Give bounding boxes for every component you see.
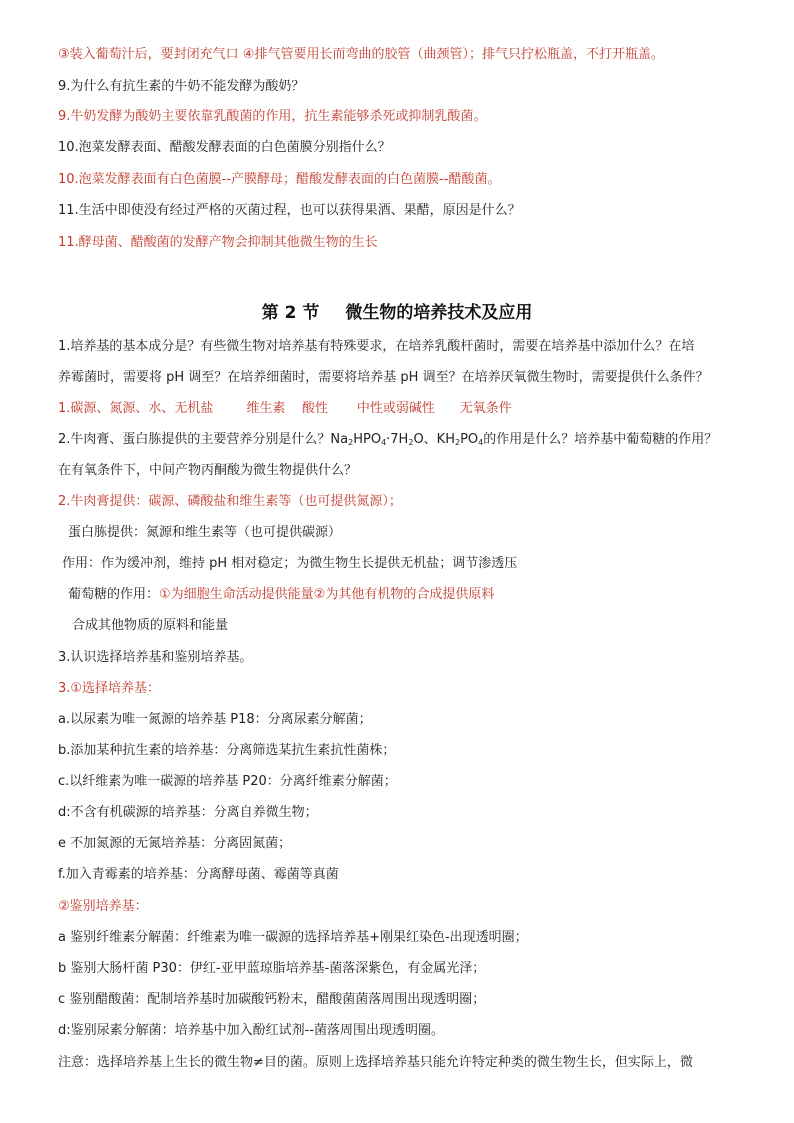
differential-item-a: a 鉴别纤维素分解菌：纤维素为唯一碳源的选择培养基+刚果红染色-出现透明圈；: [58, 930, 528, 945]
glucose-label: 葡萄糖的作用：: [68, 587, 160, 602]
q2-text-e: PO: [460, 432, 479, 447]
answer-line-8-notes: ③装入葡萄汁后，要封闭充气口 ④排气管要用长而弯曲的胶管（曲颈管）；排气只拧松瓶盖，不打开瓶盖。: [58, 47, 664, 62]
selective-item-d: d:不含有机碳源的培养基：分离自养微生物；: [58, 805, 318, 820]
q2-text-c: ·7H: [386, 432, 409, 447]
q2-text-d: O、KH: [413, 432, 455, 447]
q2-text-b: HPO: [353, 432, 382, 447]
answer-11: 11.酵母菌、醋酸菌的发酵产物会抑制其他微生物的生长: [58, 235, 378, 250]
question-10: 10.泡菜发酵表面、醋酸发酵表面的白色菌膜分别指什么？: [58, 140, 391, 155]
section-heading: [0, 298, 794, 323]
q2-sub: 2: [348, 438, 354, 447]
q2-sub: 4: [478, 438, 484, 447]
selective-item-e: e 不加氮源的无氮培养基：分离固氮菌；: [58, 836, 292, 851]
q2-text-f: 的作用是什么？培养基中葡萄糖的作用？: [483, 432, 718, 447]
selective-item-a: a.以尿素为唯一氮源的培养基 P18：分离尿素分解菌；: [58, 712, 372, 727]
selective-medium-title: 3.①选择培养基：: [58, 681, 161, 696]
section-number: 第 2 节: [261, 303, 320, 323]
answer-2-other: 合成其他物质的原料和能量: [72, 618, 229, 633]
differential-medium-title: ②鉴别培养基：: [58, 899, 148, 914]
question-1-line2: 养霉菌时，需要将 pH 调至？在培养细菌时，需要将培养基 pH 调至？在培养厌氧微生物时，需要提供什么条件？: [58, 370, 709, 385]
question-3: 3.认识选择培养基和鉴别培养基。: [58, 650, 253, 665]
question-11: 11.生活中即使没有经过严格的灭菌过程，也可以获得果酒、果醋，原因是什么？: [58, 203, 521, 218]
q2-sub: 2: [454, 438, 461, 447]
differential-item-d: d:鉴别尿素分解菌：培养基中加入酚红试剂--菌落周围出现透明圈。: [58, 1023, 445, 1038]
answer-2-function: 作用：作为缓冲剂，维持 pH 相对稳定；为微生物生长提供无机盐；调节渗透压: [62, 556, 518, 571]
differential-item-b: b 鉴别大肠杆菌 P30：伊红-亚甲蓝琼脂培养基-菌落深紫色，有金属光泽；: [58, 961, 486, 976]
answer-2-beef-extract: 2.牛肉膏提供：碳源、磷酸盐和维生素等（也可提供氮源）；: [58, 494, 402, 509]
answer-2-peptone: 蛋白胨提供：氮源和维生素等（也可提供碳源）: [68, 525, 342, 540]
differential-item-c: c 鉴别醋酸菌：配制培养基时加碳酸钙粉末，醋酸菌菌落周围出现透明圈；: [58, 992, 486, 1007]
selective-item-b: b.添加某种抗生素的培养基：分离筛选某抗生素抗性菌株；: [58, 743, 396, 758]
q2-text-a: 2.牛肉膏、蛋白胨提供的主要营养分别是什么？Na: [58, 432, 349, 447]
section-title: 微生物的培养技术及应用: [345, 303, 533, 323]
q2-sub: 2: [408, 438, 414, 447]
answer-1: 1.碳源、氮源、水、无机盐 维生素 酸性 中性或弱碱性 无氧条件: [58, 401, 512, 416]
note-line: 注意：选择培养基上生长的微生物≠目的菌。原则上选择培养基只能允许特定种类的微生物生长，但实际上，微: [58, 1055, 693, 1070]
question-2-line2: 在有氧条件下，中间产物丙酮酸为微生物提供什么？: [58, 463, 358, 478]
glucose-functions: ①为细胞生命活动提供能量②为其他有机物的合成提供原料: [159, 587, 495, 602]
answer-9: 9.牛奶发酵为酸奶主要依靠乳酸菌的作用，抗生素能够杀死或抑制乳酸菌。: [58, 109, 487, 124]
question-2-line1: [58, 431, 717, 449]
question-9: 9.为什么有抗生素的牛奶不能发酵为酸奶？: [58, 79, 305, 94]
selective-item-f: f.加入青霉素的培养基：分离酵母菌、霉菌等真菌: [58, 867, 339, 882]
answer-2-glucose: [68, 586, 494, 604]
q2-sub: 4: [381, 438, 387, 447]
selective-item-c: c.以纤维素为唯一碳源的培养基 P20：分离纤维素分解菌；: [58, 774, 397, 789]
question-1-line1: 1.培养基的基本成分是？有些微生物对培养基有特殊要求，在培养乳酸杆菌时，需要在培养基中添加什么？在培: [58, 339, 695, 354]
answer-10: 10.泡菜发酵表面有白色菌膜--产膜酵母；醋酸发酵表面的白色菌膜--醋酸菌。: [58, 172, 501, 187]
